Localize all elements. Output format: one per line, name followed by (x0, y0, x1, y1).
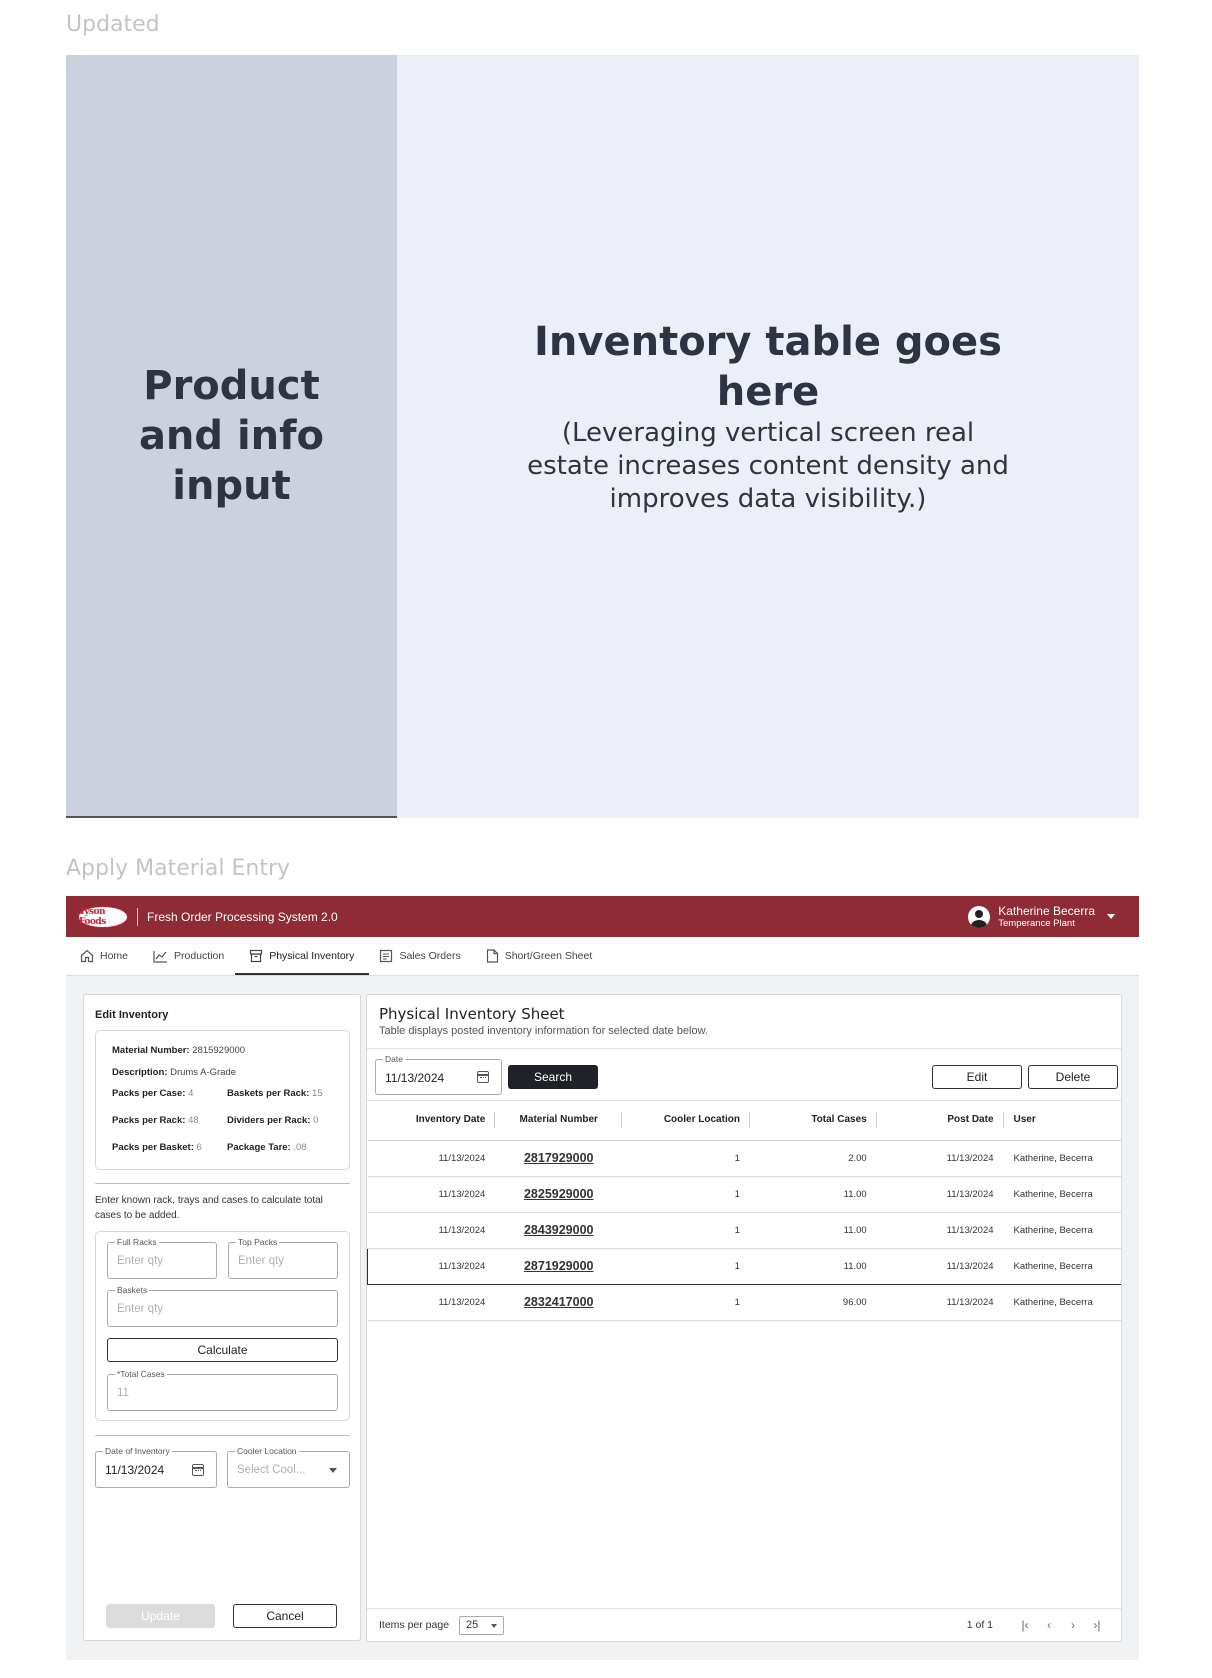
page-indicator: 1 of 1 (966, 1619, 993, 1631)
full-racks-label: Full Racks (117, 1237, 157, 1247)
package-tare-row (227, 1142, 307, 1153)
table-row[interactable] (368, 1284, 1123, 1320)
total-cases-label: *Total Cases (117, 1369, 165, 1379)
full-racks-field[interactable] (107, 1237, 217, 1279)
packs-per-rack-label: Packs per Rack: (112, 1115, 186, 1126)
packs-per-case-row (112, 1088, 193, 1099)
items-per-page-label: Items per page (379, 1619, 450, 1631)
tab-production-label: Production (174, 950, 225, 962)
packs-per-case-value: 4 (188, 1088, 194, 1099)
edit-inventory-title: Edit Inventory (95, 1009, 169, 1021)
cell-cooler-location: 1 (622, 1248, 750, 1284)
date-of-inventory-label: Date of Inventory (105, 1446, 170, 1456)
top-bar (66, 896, 1139, 937)
wireframe-right-title: Inventory table goes here (534, 319, 1002, 415)
tab-home[interactable] (80, 937, 141, 975)
wireframe (66, 55, 1139, 818)
user-plant: Temperance Plant (998, 917, 1075, 929)
table-row[interactable] (368, 1176, 1123, 1212)
chart-line-icon (153, 950, 168, 963)
user-menu[interactable] (968, 905, 1115, 929)
cell-inventory-date: 11/13/2024 (368, 1212, 496, 1248)
cell-post-date: 11/13/2024 (877, 1212, 1004, 1248)
logo-divider (137, 908, 138, 926)
app-title: Fresh Order Processing System 2.0 (147, 909, 338, 924)
cell-cooler-location: 1 (622, 1176, 750, 1212)
cell-material-number-link[interactable]: 2871929000 (495, 1248, 622, 1284)
user-avatar-icon (968, 906, 990, 928)
items-per-page-value: 25 (466, 1619, 479, 1631)
table-row[interactable] (368, 1212, 1123, 1248)
baskets-placeholder: Enter qty (117, 1303, 164, 1315)
delete-button[interactable]: Delete (1028, 1065, 1118, 1089)
cell-post-date: 11/13/2024 (877, 1176, 1004, 1212)
material-number-row (112, 1045, 245, 1056)
baskets-per-rack-row (227, 1088, 323, 1099)
packs-per-rack-row (112, 1115, 199, 1126)
chevron-down-icon (491, 1624, 497, 1628)
date-filter-label: Date (385, 1054, 403, 1064)
calculate-button[interactable]: Calculate (107, 1338, 338, 1362)
divider (367, 1048, 1121, 1049)
wireframe-right-panel (397, 55, 1139, 818)
top-packs-placeholder: Enter qty (238, 1255, 285, 1267)
section-label-updated: Updated (66, 12, 160, 37)
edit-button[interactable]: Edit (932, 1065, 1022, 1089)
packs-per-basket-label: Packs per Basket: (112, 1142, 194, 1153)
nav-bar (66, 937, 1139, 976)
cell-inventory-date: 11/13/2024 (368, 1140, 496, 1176)
home-icon (80, 949, 94, 963)
column-header-label: Inventory Date (415, 1114, 486, 1126)
divider (95, 1435, 350, 1436)
description-label: Description: (112, 1067, 168, 1078)
baskets-per-rack-value: 15 (312, 1088, 323, 1099)
inventory-table (367, 1100, 1122, 1321)
calendar-icon[interactable] (192, 1464, 204, 1476)
table-row-selected[interactable] (368, 1248, 1123, 1284)
cooler-location-select[interactable] (227, 1446, 350, 1488)
cell-user: Katherine, Becerra (1004, 1176, 1122, 1212)
cell-total-cases: 11.00 (750, 1248, 877, 1284)
column-header-user[interactable] (1004, 1100, 1122, 1140)
first-page-icon[interactable]: |‹ (1021, 1618, 1029, 1632)
calculate-card (95, 1231, 350, 1421)
package-tare-value: .08 (293, 1142, 307, 1153)
tab-production[interactable] (153, 937, 237, 975)
edit-inventory-panel (83, 994, 361, 1641)
dividers-per-rack-label: Dividers per Rack: (227, 1115, 311, 1126)
cell-inventory-date: 11/13/2024 (368, 1248, 496, 1284)
chevron-down-icon[interactable] (1107, 914, 1115, 919)
items-per-page-select[interactable] (459, 1616, 504, 1635)
tyson-logo: Tyson Foods (78, 906, 128, 928)
cell-user: Katherine, Becerra (1004, 1248, 1122, 1284)
divider (95, 1183, 350, 1184)
column-header-cooler-location[interactable] (622, 1100, 750, 1140)
column-header-post-date[interactable] (877, 1100, 1004, 1140)
material-info-card (95, 1030, 350, 1170)
cell-material-number-link[interactable]: 2817929000 (495, 1140, 622, 1176)
cancel-button[interactable]: Cancel (233, 1604, 337, 1628)
pagination (967, 1618, 1109, 1632)
baskets-label: Baskets (117, 1285, 148, 1295)
tab-sales-orders-label: Sales Orders (399, 950, 461, 962)
tab-physical-inventory-label: Physical Inventory (269, 950, 355, 962)
next-page-icon[interactable]: › (1071, 1618, 1075, 1632)
cell-material-number-link[interactable]: 2832417000 (495, 1284, 622, 1320)
column-header-label: User (1013, 1114, 1036, 1126)
dividers-per-rack-row (227, 1115, 318, 1126)
top-packs-field[interactable] (228, 1237, 338, 1279)
column-header-label: Total Cases (811, 1114, 867, 1126)
cooler-location-label: Cooler Location (237, 1446, 297, 1456)
wireframe-left-text: Product and info input (138, 362, 325, 509)
cell-total-cases: 11.00 (750, 1176, 877, 1212)
tab-physical-inventory[interactable] (249, 937, 367, 975)
document-icon (486, 949, 499, 963)
app-screen (66, 896, 1139, 1660)
cell-cooler-location: 1 (622, 1212, 750, 1248)
baskets-field[interactable] (107, 1285, 338, 1327)
update-button[interactable]: Update (106, 1604, 215, 1628)
packs-per-basket-row (112, 1142, 202, 1153)
dividers-per-rack-value: 0 (313, 1115, 319, 1126)
date-of-inventory-value: 11/13/2024 (105, 1463, 165, 1477)
cell-user: Katherine, Becerra (1004, 1212, 1122, 1248)
section-label-apply: Apply Material Entry (66, 856, 291, 881)
last-page-icon[interactable]: ›| (1093, 1618, 1101, 1632)
cell-post-date: 11/13/2024 (877, 1284, 1004, 1320)
column-header-material-number[interactable] (495, 1100, 622, 1140)
description-row (112, 1067, 236, 1078)
description-value: Drums A-Grade (170, 1067, 237, 1078)
date-of-inventory-field[interactable] (95, 1446, 217, 1488)
column-header-inventory-date[interactable] (368, 1100, 496, 1140)
tab-short-green-sheet[interactable] (486, 937, 606, 975)
column-header-label: Post Date (947, 1114, 994, 1126)
total-cases-field[interactable] (107, 1369, 338, 1411)
search-button[interactable]: Search (508, 1065, 598, 1089)
packs-per-rack-value: 48 (188, 1115, 199, 1126)
sheet-subtitle: Table displays posted inventory information for selected date below. (379, 1025, 708, 1037)
cell-material-number-link[interactable]: 2825929000 (495, 1176, 622, 1212)
table-header-row (368, 1100, 1123, 1140)
cell-inventory-date: 11/13/2024 (368, 1176, 496, 1212)
table-row[interactable] (368, 1140, 1123, 1176)
baskets-per-rack-label: Baskets per Rack: (227, 1088, 310, 1099)
package-tare-label: Package Tare: (227, 1142, 291, 1153)
cell-cooler-location: 1 (622, 1284, 750, 1320)
column-header-total-cases[interactable] (750, 1100, 877, 1140)
cell-user: Katherine, Becerra (1004, 1140, 1122, 1176)
cell-total-cases: 96.00 (750, 1284, 877, 1320)
wireframe-left-panel (66, 55, 397, 818)
cell-inventory-date: 11/13/2024 (368, 1284, 496, 1320)
total-cases-value: 11 (117, 1387, 129, 1399)
cell-total-cases: 11.00 (750, 1212, 877, 1248)
tab-home-label: Home (100, 950, 129, 962)
top-packs-label: Top Packs (238, 1237, 278, 1247)
cell-material-number-link[interactable]: 2843929000 (495, 1212, 622, 1248)
cell-post-date: 11/13/2024 (877, 1140, 1004, 1176)
packs-per-basket-value: 6 (196, 1142, 202, 1153)
chevron-down-icon (329, 1468, 337, 1473)
full-racks-placeholder: Enter qty (117, 1255, 164, 1267)
cell-post-date: 11/13/2024 (877, 1248, 1004, 1284)
calendar-icon[interactable] (477, 1071, 489, 1083)
inventory-sheet-panel (366, 994, 1122, 1642)
cell-user: Katherine, Becerra (1004, 1284, 1122, 1320)
table-footer (367, 1608, 1121, 1641)
date-filter-value: 11/13/2024 (385, 1071, 445, 1085)
tab-sales-orders[interactable] (379, 937, 473, 975)
date-filter-field[interactable] (375, 1054, 502, 1095)
column-header-label: Material Number (519, 1114, 598, 1126)
wireframe-right-note: (Leveraging vertical screen real estate increases content density and improves data visibility.) (527, 418, 1009, 514)
material-number-value: 2815929000 (192, 1045, 246, 1056)
packs-per-case-label: Packs per Case: (112, 1088, 186, 1099)
cooler-location-placeholder: Select Cool... (237, 1464, 306, 1476)
user-name: Katherine Becerra (998, 903, 1095, 918)
cell-cooler-location: 1 (622, 1140, 750, 1176)
cell-total-cases: 2.00 (750, 1140, 877, 1176)
material-number-label: Material Number: (112, 1045, 190, 1056)
previous-page-icon[interactable]: ‹ (1047, 1618, 1051, 1632)
help-text: Enter known rack, trays and cases to calculate total cases to be added. (95, 1195, 323, 1221)
sheet-title: Physical Inventory Sheet (379, 1005, 565, 1023)
list-document-icon (379, 949, 393, 963)
tab-short-green-sheet-label: Short/Green Sheet (504, 950, 593, 962)
column-header-label: Cooler Location (663, 1114, 740, 1126)
archive-box-icon (249, 949, 263, 963)
